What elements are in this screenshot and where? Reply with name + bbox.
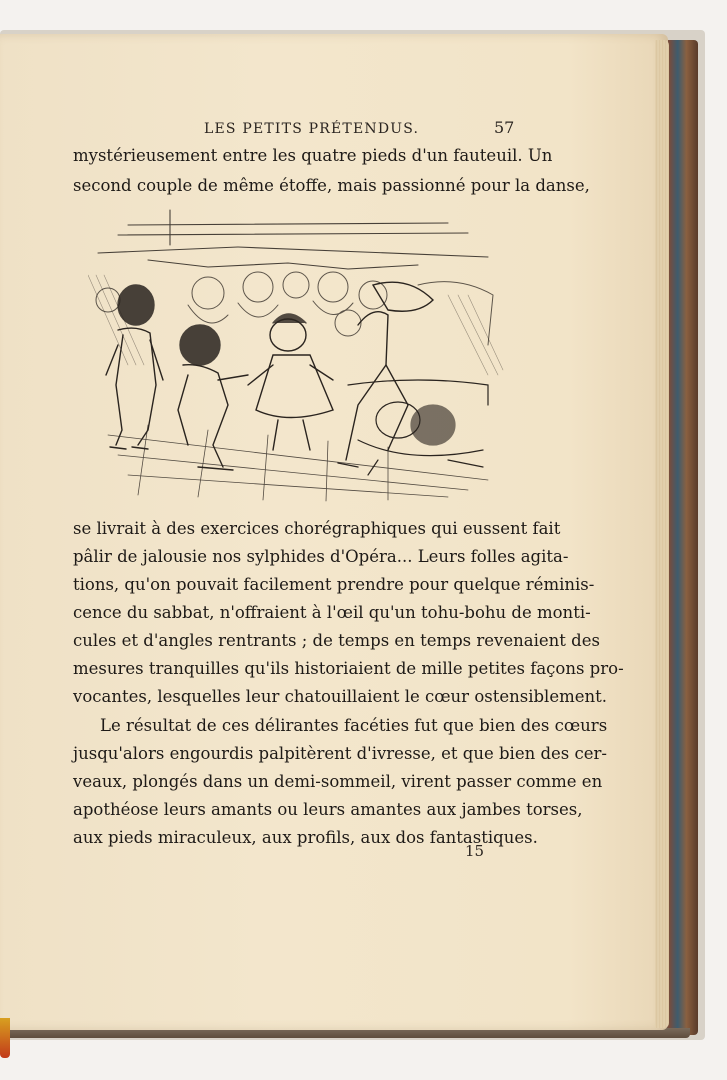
text-line: Le résultat de ces délirantes facéties fut que bien des cœurs	[100, 716, 608, 735]
text-line: vocantes, lesquelles leur chatouillaient le cœur ostensiblement.	[73, 687, 608, 706]
text-line: veaux, plongés dans un demi-sommeil, virent passer comme en	[73, 772, 603, 791]
text-line: se livrait à des exercices chorégraphiques qui eussent fait	[73, 519, 561, 538]
text-line: tions, qu'on pouvait facilement prendre pour quelque réminis-	[73, 575, 595, 594]
text-line: cence du sabbat, n'offraient à l'œil qu'un tohu-bohu de monti-	[73, 603, 591, 622]
bookmark-ribbon	[0, 1018, 10, 1058]
text-line: pâlir de jalousie nos sylphides d'Opéra... Leurs folles agita-	[73, 547, 569, 566]
text-line: cules et d'angles rentrants ; de temps en temps revenaient des	[73, 631, 600, 650]
page-edges	[655, 40, 669, 1028]
text-line: mesures tranquilles qu'ils historiaient de mille petites façons pro-	[73, 659, 624, 678]
text-line: jusqu'alors engourdis palpitèrent d'ivresse, et que bien des cer-	[73, 744, 607, 763]
text-line: apothéose leurs amants ou leurs amantes aux jambes torses,	[73, 800, 583, 819]
text-line: aux pieds miraculeux, aux profils, aux dos fantastiques.	[73, 828, 538, 847]
running-title: LES PETITS PRÉTENDUS.	[204, 121, 420, 137]
text-line: mystérieusement entre les quatre pieds d'un fauteuil. Un	[73, 146, 553, 165]
engraving-illustration-dancing-figures	[88, 205, 508, 505]
page-number: 57	[494, 118, 515, 137]
signature-mark: 15	[465, 842, 485, 860]
text-line: second couple de même étoffe, mais passionné pour la danse,	[73, 176, 590, 195]
